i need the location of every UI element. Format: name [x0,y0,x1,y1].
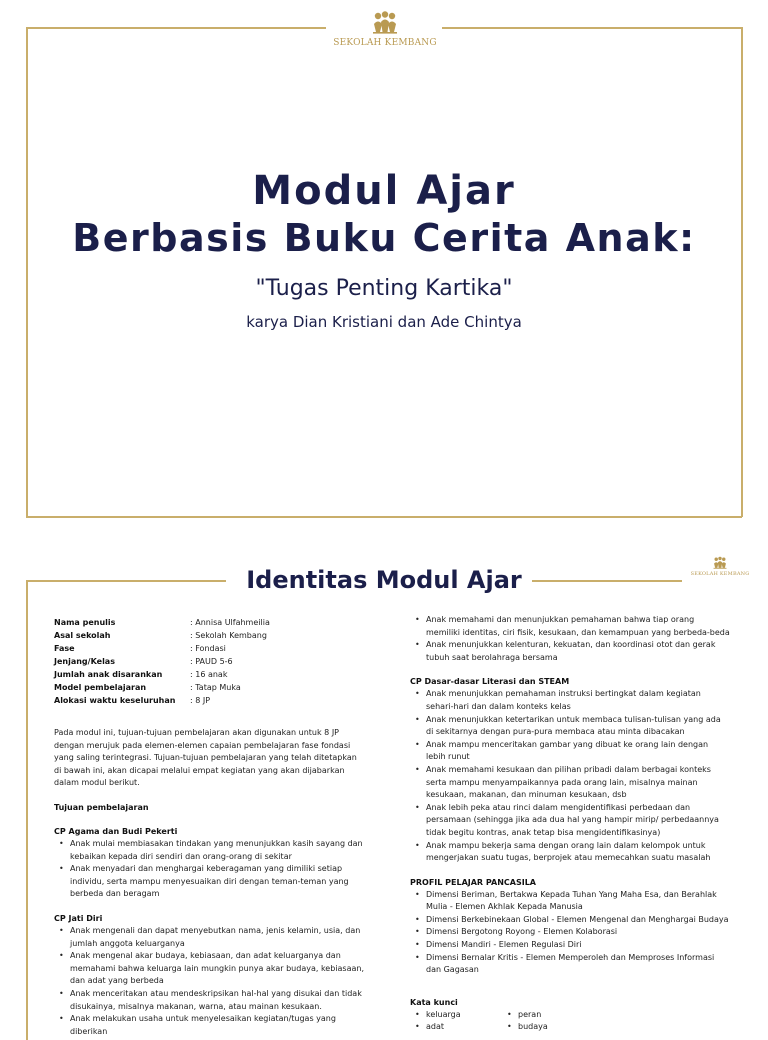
cover-title-line2: Berbasis Buku Cerita Anak: [72,216,696,260]
frame2-left [26,580,28,1040]
list-item: • Anak memahami dan menunjukkan pemahaman bahwa tiap orang memiliki identitas, ciri fisik, kesukaan, dan kemampuan yang berbeda-beda [410,614,730,639]
cp-jati-diri-list [54,925,366,1038]
list-item: • Anak mampu bekerja sama dengan orang lain dalam kelompok untuk mengerjakan suatu tugas, berprojek atau memecahkan suatu masalah [410,840,730,865]
field-label: Jumlah anak disarankan [54,670,163,679]
cover-title-line1: Modul Ajar [252,168,516,214]
list-item: • Anak menunjukkan pemahaman instruksi bertingkat dalam kegiatan sehari-hari dan dalam konteks kelas [410,688,730,713]
section-title: Identitas Modul Ajar [246,566,522,594]
cp-agama-list [54,838,366,901]
kata-kunci-col2 [502,1009,594,1034]
list-item: • Dimensi Mandiri - Elemen Regulasi Diri [410,939,730,952]
field-label: Fase [54,644,75,653]
kata-kunci-columns [410,1009,730,1034]
field-value: : Annisa Ulfahmeilia [190,618,270,627]
list-item: • Dimensi Berkebinekaan Global - Elemen Mengenal dan Menghargai Budaya [410,914,730,927]
identity-page [0,548,768,1036]
frame-left [26,27,28,517]
list-item: • Anak menunjukkan kelenturan, kekuatan, dan koordinasi otot dan gerak tubuh saat berolahraga bersama [410,639,730,664]
identity-row [54,655,366,668]
field-label: Alokasi waktu keseluruhan [54,696,176,705]
field-label: Jenjang/Kelas [54,657,115,666]
list-item: • Anak mampu menceritakan gambar yang dibuat ke orang lain dengan lebih runut [410,739,730,764]
cover-subtitle: "Tugas Penting Kartika" [255,276,513,301]
list-item: • Anak mulai membiasakan tindakan yang menunjukkan kasih sayang dan kebaikan kepada diri sendiri dan orang-orang di sekitar [54,838,366,863]
profil-pancasila-heading: PROFIL PELAJAR PANCASILA [410,877,536,887]
intro-paragraph: Pada modul ini, tujuan-tujuan pembelajaran akan digunakan untuk 8 JP dengan merujuk pada elemen-elemen capaian pembelajaran fase fondasi yang saling terintegrasi. Tujuan-tujuan pembelajaran yang telah ditetapkan di bawah ini, akan dicapai melalui empat kegiatan yang akan dijabarkan dalam modul berikut. [54,728,357,788]
list-item: • Anak melakukan usaha untuk menyelesaikan kegiatan/tugas yang diberikan [54,1013,366,1038]
identity-row [54,642,366,655]
list-item: • Anak mengenali dan dapat menyebutkan nama, jenis kelamin, usia, dan jumlah anggota keluarganya [54,925,366,950]
field-label: Asal sekolah [54,631,111,640]
logo-text-small: SEKOLAH KEMBANG [690,571,750,577]
list-item: • keluarga [410,1009,502,1022]
right-column [410,614,730,1034]
field-value: : Fondasi [190,644,226,653]
field-value: : 16 anak [190,670,228,679]
field-value: : 8 JP [190,696,211,705]
list-item: • Dimensi Bernalar Kritis - Elemen Memperoleh dan Memproses Informasi dan Gagasan [410,952,730,977]
list-item: • peran [502,1009,594,1022]
list-item: • Dimensi Bergotong Royong - Elemen Kolaborasi [410,926,730,939]
left-column [54,616,366,1038]
school-logo [334,10,436,48]
right-top-list [410,614,730,664]
identity-row [54,694,366,707]
list-item: • adat [410,1021,502,1034]
field-value: : PAUD 5-6 [190,657,233,666]
profil-pancasila-list [410,889,730,977]
cover-author: karya Dian Kristiani dan Ade Chintya [246,313,522,331]
field-label: Model pembelajaran [54,683,147,692]
cp-literasi-list [410,688,730,864]
list-item: • Anak menceritakan atau mendeskripsikan hal-hal yang disukai dan tidak disukainya, misalnya makanan, warna, atau mainan kesukaan. [54,988,366,1013]
field-value: : Tatap Muka [190,683,241,692]
field-value: : Sekolah Kembang [190,631,267,640]
frame-top-left [26,27,326,29]
list-item: • Anak menunjukkan ketertarikan untuk membaca tulisan-tulisan yang ada di sekitarnya dengan pura-pura membaca atau minta dibacakan [410,714,730,739]
cp-jati-diri-heading: CP Jati Diri [54,913,103,923]
frame-bottom [26,516,742,518]
kata-kunci-heading: Kata kunci [410,997,458,1007]
tujuan-heading: Tujuan pembelajaran [54,802,149,812]
list-item: • Anak menyadari dan menghargai keberagaman yang dimiliki setiap individu, serta mampu menyesuaikan diri dengan teman-teman yang berbeda dan beragam [54,863,366,901]
identity-row [54,616,366,629]
field-label: Nama penulis [54,618,116,627]
list-item: • budaya [502,1021,594,1034]
frame-top-right [442,27,742,29]
identity-row [54,668,366,681]
frame-right [741,27,743,517]
cp-agama-heading: CP Agama dan Budi Pekerti [54,826,178,836]
list-item: • Anak memahami kesukaan dan pilihan pribadi dalam berbagai konteks serta mampu menyampaikannya pada orang lain, misalnya mainan kesukaan, makanan, dan minuman kesukaan, dsb [410,764,730,802]
identity-fields [54,616,366,707]
identity-row [54,629,366,642]
list-item: • Anak mengenal akar budaya, kebiasaan, dan adat keluarganya dan memahami bahwa keluarga lain mungkin punya akar budaya, kebiasaan, dan adat yang berbeda [54,950,366,988]
flower-kids-logo-icon [371,10,399,36]
list-item: • Anak lebih peka atau rinci dalam mengidentifikasi perbedaan dan persamaan (sehingga jika ada dua hal yang hampir mirip/ perbedaannya tidak begitu kontras, anak tetap bisa mengidentifikasinya) [410,802,730,840]
kata-kunci-col1 [410,1009,502,1034]
list-item: • Dimensi Beriman, Bertakwa Kepada Tuhan Yang Maha Esa, dan Berahlak Mulia - Elemen Akhlak Kepada Manusia [410,889,730,914]
logo-text: SEKOLAH KEMBANG [333,38,437,48]
identity-row [54,681,366,694]
cp-literasi-heading: CP Dasar-dasar Literasi dan STEAM [410,677,570,687]
